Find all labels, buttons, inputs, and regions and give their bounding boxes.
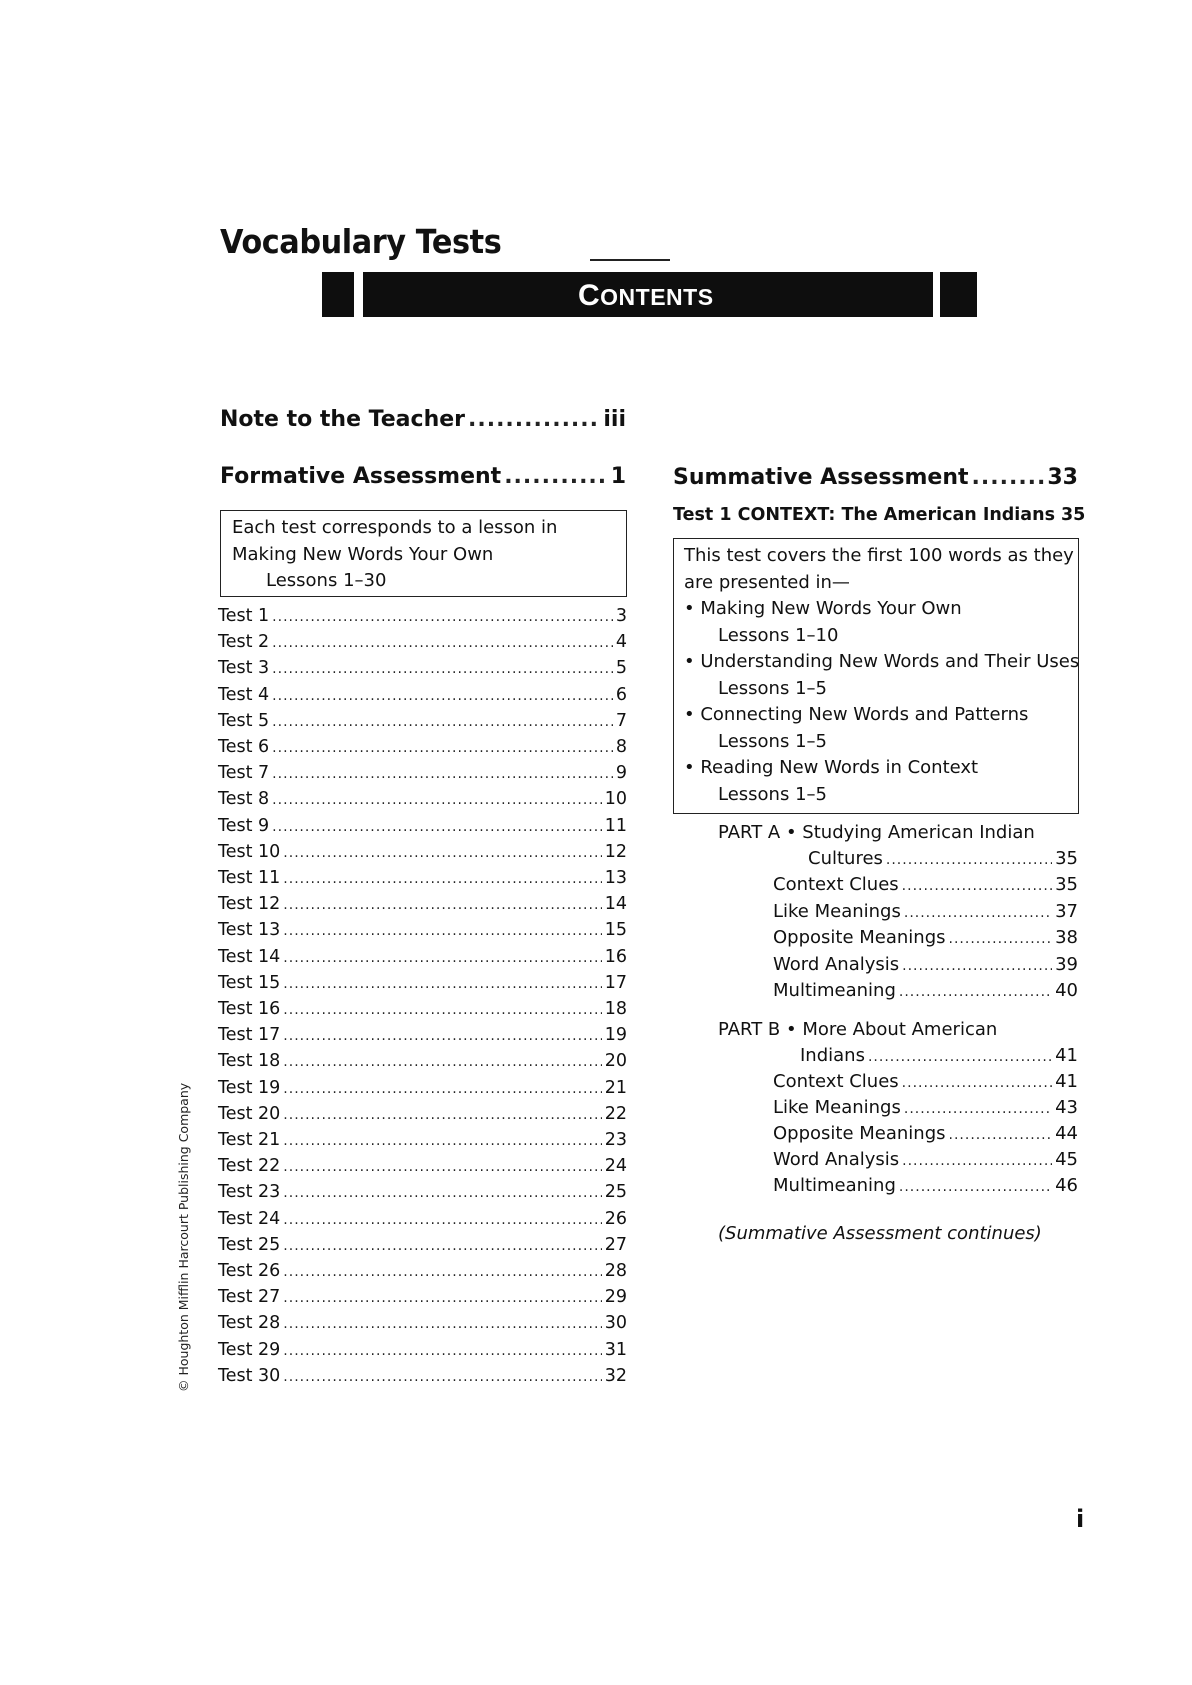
toc-test-row[interactable] — [218, 1261, 627, 1285]
entry-label: Test 9 — [218, 815, 270, 836]
toc-part-b-item[interactable] — [773, 1123, 1078, 1144]
toc-test-row[interactable] — [218, 894, 627, 918]
entry-page: 37 — [1055, 900, 1078, 922]
dot-leader — [283, 1002, 601, 1018]
toc-part-a-item[interactable] — [773, 954, 1078, 975]
contents-initial: C — [578, 279, 601, 312]
entry-page: 6 — [615, 684, 627, 705]
toc-test-row[interactable] — [218, 947, 627, 971]
dot-leader — [283, 1081, 601, 1097]
entry-page: 7 — [615, 710, 627, 731]
dot-leader — [283, 845, 601, 861]
toc-test-row[interactable] — [218, 1051, 627, 1075]
toc-note-to-teacher[interactable]: Note to the Teacher ..... iii — [220, 407, 626, 432]
toc-test-row[interactable] — [218, 1340, 627, 1364]
dot-leader — [272, 819, 602, 835]
contents-rest: ONTENTS — [600, 284, 714, 310]
toc-test-row[interactable] — [218, 1366, 627, 1390]
dot-leader — [972, 465, 1045, 490]
dot-leader — [283, 950, 601, 966]
dot-leader — [283, 1107, 601, 1123]
entry-page: 35 — [1055, 874, 1078, 895]
page-number: i — [1076, 1505, 1085, 1533]
toc-test-row[interactable] — [218, 789, 627, 813]
contents-heading — [578, 279, 714, 313]
copyright-notice: © Houghton Mifflin Harcourt Publishing Company — [176, 1082, 191, 1392]
entry-page: 39 — [1055, 953, 1078, 975]
toc-test-row[interactable] — [218, 1156, 627, 1180]
entry-label: Test 30 — [218, 1365, 281, 1386]
entry-label: Test 21 — [218, 1130, 281, 1150]
dot-leader — [272, 635, 613, 651]
dot-leader — [283, 871, 601, 887]
entry-label: Test 13 — [218, 920, 281, 941]
toc-test-row[interactable] — [218, 1313, 627, 1337]
entry-page: 21 — [604, 1077, 627, 1098]
dot-leader — [902, 1153, 1052, 1169]
entry-page: 12 — [604, 841, 627, 862]
entry-page: 16 — [604, 946, 627, 967]
toc-test-row[interactable] — [218, 920, 627, 944]
dot-leader — [283, 976, 601, 992]
entry-label: Test 15 — [218, 972, 281, 993]
toc-test-row[interactable] — [218, 711, 627, 735]
entry-label: Test 12 — [218, 894, 281, 915]
entry-label: Test 22 — [218, 1156, 281, 1177]
entry-page: 41 — [1055, 1071, 1078, 1092]
entry-label: Test 16 — [218, 999, 281, 1019]
dot-leader — [283, 1028, 601, 1044]
formative-info-box: Each test corresponds to a lesson in Making New Words Your Own Lessons 1–30 — [220, 510, 627, 597]
toc-test-row[interactable] — [218, 868, 627, 892]
toc-part-a-item[interactable] — [773, 901, 1078, 922]
dot-leader — [868, 1049, 1052, 1065]
entry-label: Multimeaning — [773, 980, 896, 1001]
dot-leader — [283, 1185, 601, 1201]
toc-part-b-item[interactable] — [773, 1097, 1078, 1118]
part-a-heading: PART A • Studying American Indian — [718, 822, 1035, 843]
part-b-heading: PART B • More About American — [718, 1019, 998, 1040]
toc-part-a-item[interactable] — [773, 927, 1078, 948]
entry-label: Test 2 — [218, 632, 270, 653]
entry-page: 18 — [604, 999, 627, 1019]
entry-page: 29 — [604, 1287, 627, 1308]
entry-page: 45 — [1055, 1149, 1078, 1170]
summative-info-box: This test covers the first 100 words as they are presented in— • Making New Words Your Own Lessons 1–10 • Understanding New Words and Their Uses Lessons 1–5 • Connecting New Words and Patterns Lessons 1–5 • Reading New Words in Context Lessons 1–5 — [673, 538, 1079, 814]
entry-label: Word Analysis — [773, 953, 900, 975]
entry-label: Test 29 — [218, 1339, 281, 1360]
dot-leader — [283, 1238, 601, 1254]
dot-leader — [904, 905, 1052, 921]
entry-label: Test 28 — [218, 1313, 281, 1334]
dot-leader — [283, 1290, 601, 1306]
entry-label: Test 6 — [218, 737, 270, 757]
entry-page: 8 — [615, 737, 627, 757]
entry-page: 13 — [604, 868, 627, 888]
entry-label: Multimeaning — [773, 1175, 896, 1196]
dot-leader — [272, 792, 602, 808]
entry-label: Like Meanings — [773, 1097, 901, 1118]
entry-label: Opposite Meanings — [773, 927, 946, 948]
entry-page: 9 — [615, 763, 627, 784]
toc-part-b-item[interactable] — [773, 1071, 1078, 1092]
entry-label: Test 1 — [218, 606, 270, 626]
entry-page: 20 — [604, 1051, 627, 1072]
dot-leader — [468, 407, 600, 432]
dot-leader — [283, 1212, 601, 1228]
entry-page: 46 — [1055, 1175, 1078, 1196]
toc-test-row[interactable] — [218, 816, 627, 840]
toc-test-row[interactable] — [218, 685, 627, 709]
entry-page: 17 — [604, 972, 627, 993]
entry-page: 38 — [1055, 927, 1078, 948]
entry-label: Test 23 — [218, 1182, 281, 1203]
toc-part-b-item[interactable] — [773, 1175, 1078, 1196]
entry-label: Word Analysis — [773, 1149, 900, 1170]
dot-leader — [949, 931, 1053, 947]
entry-label: Test 10 — [218, 841, 281, 862]
dot-leader — [886, 852, 1052, 868]
dot-leader — [272, 766, 613, 782]
toc-test-row[interactable] — [218, 1104, 627, 1128]
entry-page: 27 — [604, 1234, 627, 1255]
entry-label: Test 11 — [218, 868, 281, 888]
entry-label: Test 24 — [218, 1208, 281, 1229]
entry-label: Context Clues — [773, 1071, 899, 1092]
dot-leader — [283, 1054, 601, 1070]
toc-test-row[interactable] — [218, 737, 627, 761]
entry-page: 30 — [604, 1313, 627, 1334]
entry-page: 10 — [604, 789, 627, 810]
entry-page: 26 — [604, 1208, 627, 1229]
entry-page: 43 — [1055, 1097, 1078, 1118]
dot-leader — [899, 984, 1052, 1000]
entry-label: Like Meanings — [773, 900, 901, 922]
toc-part-a-item[interactable] — [773, 980, 1078, 1001]
entry-label: Test 8 — [218, 789, 270, 810]
entry-page: 25 — [604, 1182, 627, 1203]
toc-test-row[interactable] — [218, 842, 627, 866]
entry-page: 32 — [604, 1365, 627, 1386]
dot-leader — [902, 1075, 1052, 1091]
dot-leader — [272, 688, 613, 704]
dot-leader — [283, 1343, 601, 1359]
entry-label: Test 26 — [218, 1261, 281, 1281]
toc-test-row[interactable] — [218, 999, 627, 1023]
toc-test-row[interactable] — [218, 658, 627, 682]
toc-test-row[interactable] — [218, 973, 627, 997]
dot-leader — [283, 1133, 601, 1149]
dot-leader — [283, 923, 601, 939]
dot-leader — [272, 609, 613, 625]
dot-leader — [902, 878, 1052, 894]
entry-label: Test 14 — [218, 946, 281, 967]
entry-page: 15 — [604, 920, 627, 941]
entry-label: Test 18 — [218, 1051, 281, 1072]
toc-summative-test1[interactable]: Test 1 CONTEXT: The American Indians 35 — [673, 505, 1086, 525]
toc-test-row[interactable] — [218, 1235, 627, 1259]
toc-part-b-item[interactable] — [773, 1149, 1078, 1170]
entry-label: Test 20 — [218, 1103, 281, 1124]
entry-page: 14 — [604, 894, 627, 915]
toc-formative-assessment[interactable]: Formative Assessment ..... 1 — [220, 464, 626, 489]
entry-page: 3 — [615, 606, 627, 626]
toc-part-b-indians[interactable]: Indians ..... 41 — [800, 1045, 1078, 1066]
dot-leader — [283, 897, 601, 913]
dot-leader — [283, 1316, 601, 1332]
entry-label: Test 27 — [218, 1287, 281, 1308]
entry-label: Test 4 — [218, 684, 270, 705]
entry-page: 5 — [615, 658, 627, 679]
entry-page: 28 — [604, 1261, 627, 1281]
banner-left-block — [322, 272, 354, 317]
entry-label: Opposite Meanings — [773, 1123, 946, 1144]
dot-leader — [283, 1264, 601, 1280]
dot-leader — [272, 661, 613, 677]
banner-right-block — [940, 272, 977, 317]
entry-label: Test 25 — [218, 1234, 281, 1255]
toc-test-row[interactable] — [218, 1182, 627, 1206]
dot-leader — [902, 958, 1052, 974]
toc-test-row[interactable] — [218, 1209, 627, 1233]
entry-page: 19 — [604, 1025, 627, 1046]
dot-leader — [904, 1101, 1052, 1117]
entry-label: Context Clues — [773, 874, 899, 895]
entry-page: 40 — [1055, 980, 1078, 1001]
toc-test-row[interactable] — [218, 1287, 627, 1311]
toc-part-a-item[interactable] — [773, 874, 1078, 895]
toc-test-row[interactable] — [218, 606, 627, 630]
dot-leader — [504, 464, 607, 489]
entry-label: Test 3 — [218, 658, 270, 679]
entry-page: 22 — [604, 1103, 627, 1124]
dot-leader — [899, 1179, 1052, 1195]
page-title: Vocabulary Tests — [220, 222, 502, 261]
toc-test-row[interactable] — [218, 1025, 627, 1049]
entry-page: 24 — [604, 1156, 627, 1177]
entry-page: 44 — [1055, 1123, 1078, 1144]
dot-leader — [283, 1159, 601, 1175]
dot-leader — [283, 1369, 601, 1385]
entry-page: 4 — [615, 632, 627, 653]
summative-continues-note: (Summative Assessment continues) — [718, 1223, 1042, 1244]
entry-label: Test 17 — [218, 1025, 281, 1046]
entry-page: 11 — [604, 815, 627, 836]
dot-leader — [272, 714, 613, 730]
entry-label: Test 7 — [218, 763, 270, 784]
toc-test-row[interactable] — [218, 763, 627, 787]
entry-label: Test 19 — [218, 1077, 281, 1098]
entry-page: 31 — [604, 1339, 627, 1360]
toc-summative-assessment[interactable]: Summative Assessment ..... 33 — [673, 465, 1078, 490]
entry-label: Test 5 — [218, 710, 270, 731]
toc-test-row[interactable] — [218, 1130, 627, 1154]
toc-test-row[interactable] — [218, 632, 627, 656]
toc-test-row[interactable] — [218, 1078, 627, 1102]
toc-part-a-cultures[interactable]: Cultures ..... 35 — [808, 848, 1078, 869]
dot-leader — [949, 1127, 1053, 1143]
entry-page: 23 — [604, 1130, 627, 1150]
dot-leader — [272, 740, 613, 756]
